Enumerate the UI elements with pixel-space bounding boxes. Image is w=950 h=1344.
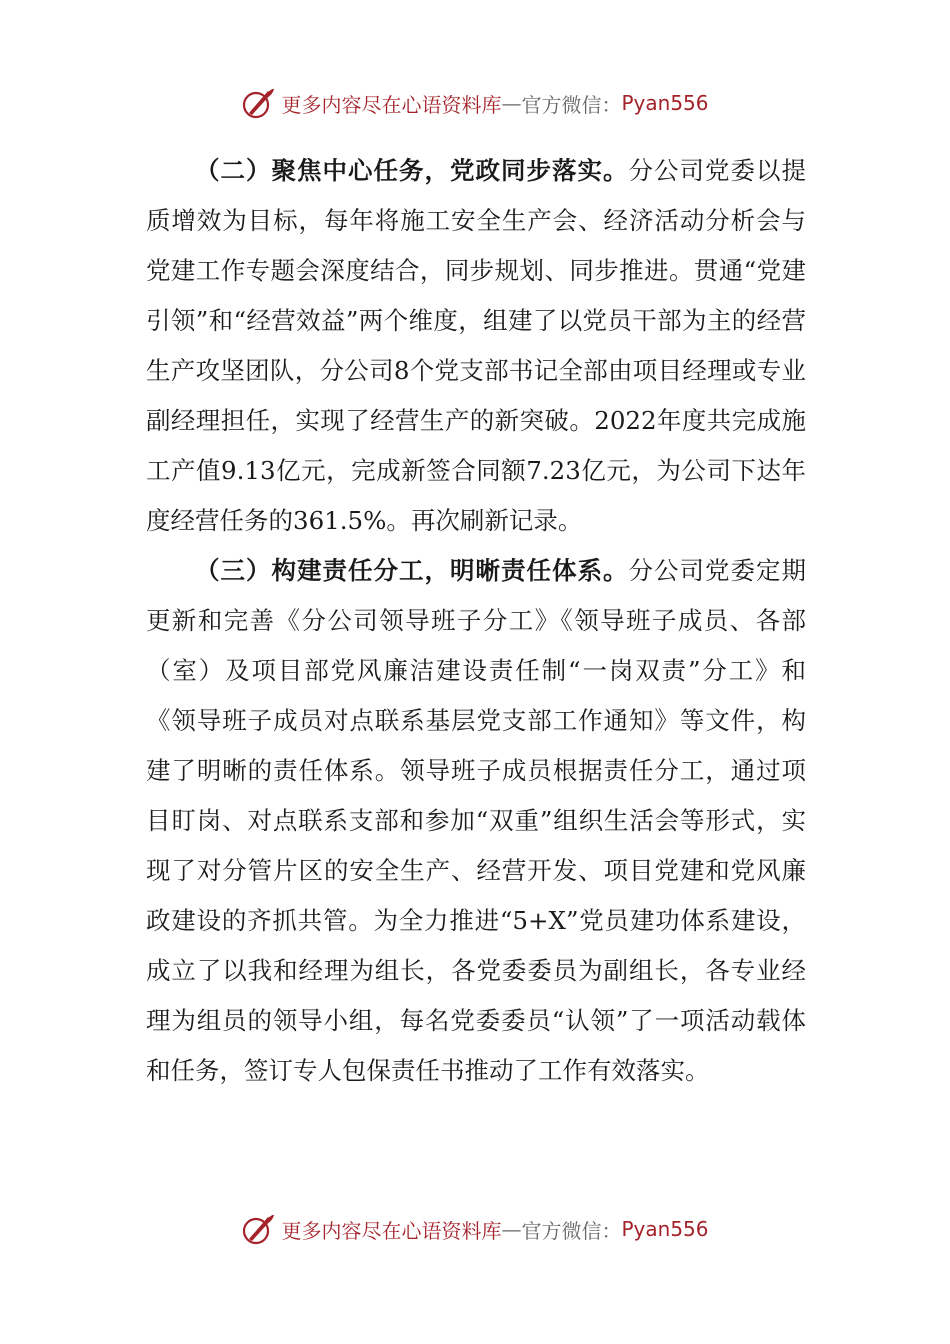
document-body [146, 146, 806, 1096]
banner-wechat-id: Pyan556 [621, 91, 709, 115]
banner-brand: 更多内容尽在心语资料库 [281, 92, 502, 117]
section-2-body: 分公司党委以提质增效为目标，每年将施工安全生产会、经济活动分析会与党建工作专题会深度结合，同步规划、同步推进。贯通“党建引领”和“经营效益”两个维度，组建了以党员干部为主的经营生产攻坚团队，分公司8个党支部书记全部由项目经理或专业副经理担任，实现了经营生产的新突破。2022年度共完成施工产值9.13亿元，完成新签合同额7.23亿元，为公司下达年度经营任务的361.5%。再次刷新记录。 [146, 156, 806, 535]
quill-logo-icon [241, 1212, 275, 1246]
section-3-body: 分公司党委定期更新和完善《分公司领导班子分工》《领导班子成员、各部（室）及项目部党风廉洁建设责任制“一岗双责”分工》和《领导班子成员对点联系基层党支部工作通知》等文件，构建了明晰的责任体系。领导班子成员根据责任分工，通过项目盯岗、对点联系支部和参加“双重”组织生活会等形式，实现了对分管片区的安全生产、经营开发、项目党建和党风廉政建设的齐抓共管。为全力推进“5+X”党员建功体系建设，成立了以我和经理为组长，各党委委员为副组长，各专业经理为组员的领导小组，每名党委委员“认领”了一项活动载体和任务，签订专人包保责任书推动了工作有效落实。 [146, 556, 806, 1085]
quill-logo-icon [241, 86, 275, 120]
banner-separator: — [501, 91, 522, 115]
footer-watermark-banner [0, 1212, 950, 1246]
banner-brand: 更多内容尽在心语资料库 [281, 1218, 502, 1243]
banner-separator: — [501, 1217, 522, 1241]
paragraph-section-3 [146, 546, 806, 1096]
section-3-heading: （三）构建责任分工，明晰责任体系。 [195, 556, 629, 585]
section-2-heading: （二）聚焦中心任务，党政同步落实。 [195, 156, 629, 185]
banner-wechat-id: Pyan556 [621, 1217, 709, 1241]
paragraph-section-2 [146, 146, 806, 546]
banner-label: 官方微信： [521, 1218, 622, 1243]
header-watermark-banner [0, 86, 950, 120]
banner-label: 官方微信： [521, 92, 622, 117]
